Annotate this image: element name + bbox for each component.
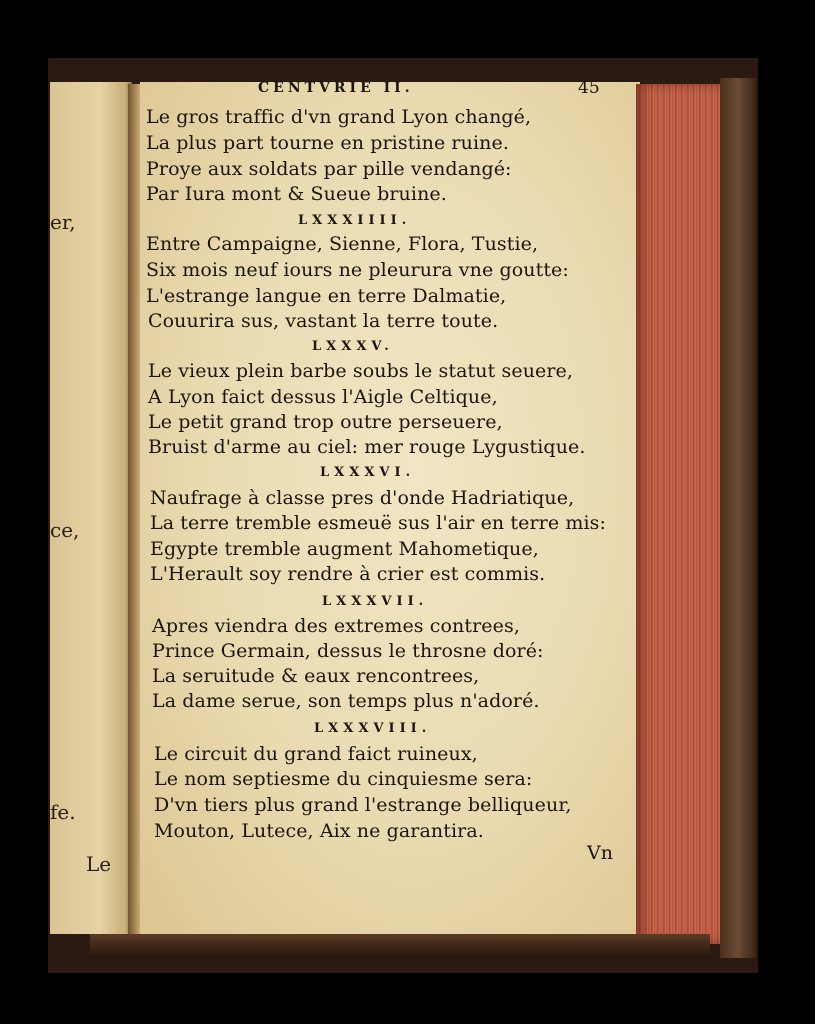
verse-line: A Lyon faict dessus l'Aigle Celtique, [148,386,498,408]
left-fragment: fe. [50,800,76,824]
verse-line: La dame serue, son temps plus n'adoré. [152,690,540,712]
verse-line: La seruitude & eaux rencontrees, [152,665,480,687]
verse-line: Prince Germain, dessus le throsne doré: [152,640,544,662]
verse-line: Proye aux soldats par pille vendangé: [146,158,512,180]
verse-line: Par Iura mont & Sueue bruine. [146,183,447,205]
verse-line: Le gros traffic d'vn grand Lyon changé, [146,106,532,128]
quatrain-numeral: LXXXIIII. [298,213,412,228]
quatrain-numeral: LXXXV. [312,339,394,354]
page-bottom-edge [90,934,710,956]
left-fragment: ce, [50,518,80,542]
quatrain-numeral: LXXXVI. [320,465,416,480]
running-title: CENTVRIE II. [258,80,414,96]
quatrain-numeral: LXXXVIII. [314,721,432,736]
verse-line: Bruist d'arme au ciel: mer rouge Lygustique. [148,436,586,458]
left-page [50,82,132,934]
page-number: 45 [578,78,600,98]
left-catchword: Le [86,852,112,876]
verse-line: Egypte tremble augment Mahometique, [150,538,539,560]
cover-edge [720,78,756,958]
catchword: Vn [587,842,613,864]
quatrain-numeral: LXXXVII. [322,594,429,609]
verse-line: Le circuit du grand faict ruineux, [154,743,478,765]
verse-line: La terre tremble esmeuë sus l'air en terre mis: [150,512,606,534]
verse-line: Couurira sus, vastant la terre toute. [148,310,499,332]
page-edges [636,84,724,944]
verse-line: Le nom septiesme du cinquiesme sera: [154,768,533,790]
verse-line: La plus part tourne en pristine ruine. [146,132,509,154]
verse-line: L'estrange langue en terre Dalmatie, [146,285,507,307]
verse-line: L'Herault soy rendre à crier est commis. [150,563,546,585]
verse-line: D'vn tiers plus grand l'estrange belliqueur, [154,794,572,816]
verse-line: Apres viendra des extremes contrees, [152,615,520,637]
verse-line: Six mois neuf iours ne pleurura vne goutte: [146,259,569,281]
verse-line: Le vieux plein barbe soubs le statut seuere, [148,360,574,382]
verse-line: Naufrage à classe pres d'onde Hadriatique, [150,487,575,509]
verse-line: Mouton, Lutece, Aix ne garantira. [154,820,484,842]
left-fragment: er, [50,210,76,234]
verse-line: Le petit grand trop outre perseuere, [148,411,503,433]
verse-line: Entre Campaigne, Sienne, Flora, Tustie, [146,233,539,255]
